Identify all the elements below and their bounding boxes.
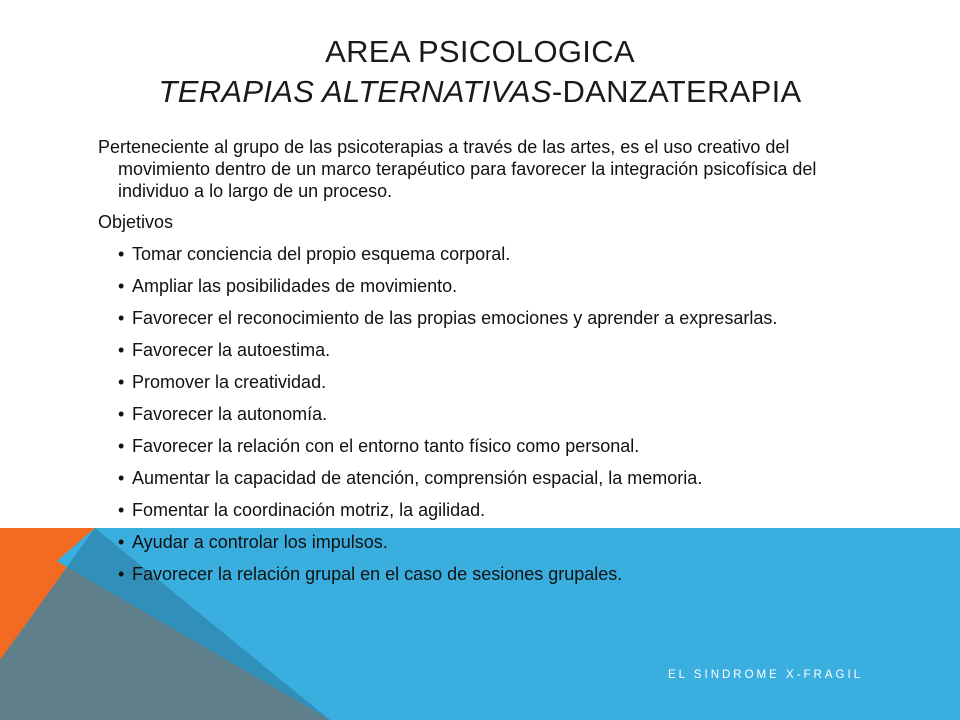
objective-item: • Fomentar la coordinación motriz, la agilidad. bbox=[98, 499, 858, 521]
title-line-2-rest: -DANZATERAPIA bbox=[551, 74, 802, 109]
objective-item: • Ampliar las posibilidades de movimiento. bbox=[98, 275, 858, 297]
objective-item: • Favorecer la autonomía. bbox=[98, 403, 858, 425]
objective-item: • Aumentar la capacidad de atención, comprensión espacial, la memoria. bbox=[98, 467, 858, 489]
objective-item: • Favorecer el reconocimiento de las propias emociones y aprender a expresarlas. bbox=[98, 307, 858, 329]
objective-item: • Favorecer la relación grupal en el caso de sesiones grupales. bbox=[98, 563, 858, 585]
slide-title bbox=[100, 32, 860, 112]
objective-item: • Ayudar a controlar los impulsos. bbox=[98, 531, 858, 553]
title-line-2-italic: TERAPIAS ALTERNATIVAS bbox=[158, 74, 552, 109]
footer-text: EL SINDROME X-FRAGIL bbox=[668, 669, 864, 681]
objective-item: • Promover la creatividad. bbox=[98, 371, 858, 393]
intro-paragraph: Perteneciente al grupo de las psicoterapias a través de las artes, es el uso creativo del movimiento dentro de un marco terapéutico para favorecer la integración psicofísica del individuo a lo largo de un proceso. bbox=[98, 137, 817, 201]
slide-content bbox=[98, 136, 858, 595]
objective-item: • Favorecer la autoestima. bbox=[98, 339, 858, 361]
objectives-heading: Objetivos bbox=[98, 212, 174, 232]
title-line-1: AREA PSICOLOGICA bbox=[325, 34, 635, 69]
objective-item: • Tomar conciencia del propio esquema corporal. bbox=[98, 243, 858, 265]
objective-item: • Favorecer la relación con el entorno tanto físico como personal. bbox=[98, 435, 858, 457]
title-line-2 bbox=[100, 72, 860, 112]
